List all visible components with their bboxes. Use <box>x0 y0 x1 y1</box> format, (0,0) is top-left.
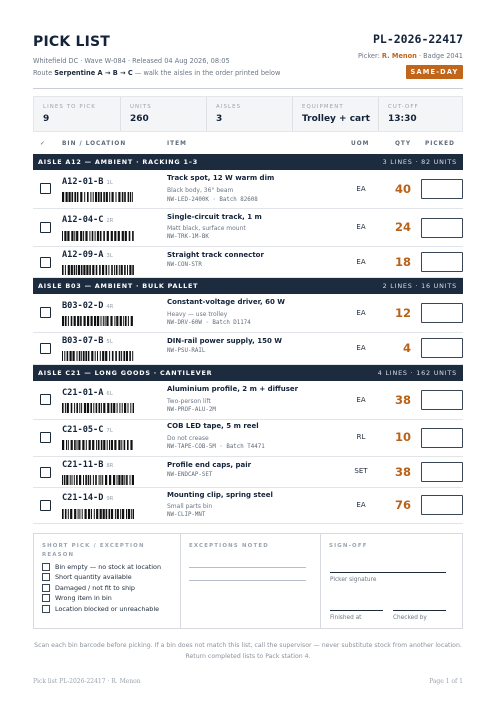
header-divider <box>33 88 463 89</box>
bin-level: 6L <box>106 391 114 397</box>
pick-checkbox[interactable] <box>40 432 51 443</box>
reason-option: Bin empty — no stock at location <box>42 563 172 571</box>
route-path: Serpentine A → B → C <box>54 69 133 77</box>
item-sku: NW-TRK-1M-BK <box>167 234 209 240</box>
bin-barcode <box>62 475 134 485</box>
bin-level: 1L <box>106 180 114 186</box>
item-name: COB LED tape, 5 m reel <box>167 422 259 430</box>
stat-equipment: EQUIPMENT Trolley + cart <box>293 97 379 131</box>
column-item: ITEM <box>167 141 187 147</box>
picked-quantity-box[interactable] <box>421 428 463 448</box>
unit-of-measure: EA <box>356 185 366 193</box>
pick-quantity: 18 <box>394 255 411 269</box>
bin-barcode <box>62 231 134 241</box>
pick-quantity: 10 <box>394 430 411 444</box>
item-name: Profile end caps, pair <box>167 461 252 469</box>
table-row <box>33 457 463 488</box>
item-note: Matt black, surface mount <box>167 225 246 232</box>
bin-level: 9R <box>106 496 114 502</box>
item-sku: NW-PSU-RAIL <box>167 348 206 354</box>
item-note: Black body, 36° beam <box>167 187 234 194</box>
page-number: Page 1 of 1 <box>429 678 463 685</box>
table-row <box>33 488 463 524</box>
stat-units: UNITS 260 <box>121 97 207 131</box>
finished-at-label: Finished at <box>330 615 362 621</box>
pick-checkbox[interactable] <box>40 183 51 194</box>
document-header <box>33 30 463 82</box>
bin-barcode <box>62 509 134 519</box>
column-bin: BIN / LOCATION <box>62 141 127 147</box>
table-row <box>33 420 463 457</box>
bin-location: B03-02-D 4R <box>62 301 114 311</box>
document-number: PL-2026-22417 <box>372 32 463 46</box>
picked-quantity-box[interactable] <box>421 179 463 199</box>
bin-barcode <box>62 316 134 326</box>
finished-at-line[interactable] <box>330 610 383 611</box>
bin-location: C21-05-C 7L <box>62 425 114 435</box>
reason-option: Short quantity available <box>42 573 172 581</box>
priority-badge: SAME-DAY <box>406 65 463 79</box>
item-note: Do not crease <box>167 435 209 442</box>
picked-quantity-box[interactable] <box>421 462 463 482</box>
footer-reference: Pick list PL-2026-22417 · R. Menon <box>33 678 141 685</box>
column-qty: QTY <box>395 141 412 147</box>
table-row <box>33 333 463 365</box>
pick-checkbox[interactable] <box>40 343 51 354</box>
unit-of-measure: RL <box>356 433 366 441</box>
picker-info: Picker: R. Menon · Badge 2041 <box>358 52 463 60</box>
sign-off <box>321 534 462 628</box>
exception-write-line[interactable] <box>189 580 306 581</box>
item-name: Constant-voltage driver, 60 W <box>167 298 286 306</box>
bin-barcode <box>62 192 134 202</box>
item-note: Small parts bin <box>167 503 213 510</box>
picked-quantity-box[interactable] <box>421 218 463 238</box>
exceptions-noted <box>181 534 321 628</box>
item-name: Track spot, 12 W warm dim <box>167 174 275 182</box>
unit-of-measure: EA <box>356 258 366 266</box>
bin-location: A12-09-A 3L <box>62 250 114 260</box>
unit-of-measure: EA <box>356 501 366 509</box>
pick-checkbox[interactable] <box>40 257 51 268</box>
bin-barcode <box>62 265 134 275</box>
item-note: Two-person lift <box>167 398 211 405</box>
table-row <box>33 381 463 420</box>
route-line: Route Serpentine A → B → C — walk the aisles in the order printed below <box>33 69 281 77</box>
exception-reasons <box>34 534 181 628</box>
reason-checkbox[interactable] <box>42 594 50 602</box>
reason-checkbox[interactable] <box>42 584 50 592</box>
bin-level: 8R <box>106 463 114 469</box>
pick-checkbox[interactable] <box>40 222 51 233</box>
section-header-c21: AISLE C21 — LONG GOODS · CANTILEVER 4 LINES · 162 UNITS <box>33 365 463 381</box>
unit-of-measure: EA <box>356 309 366 317</box>
stat-lines: LINES TO PICK 9 <box>34 97 121 131</box>
bin-location: B03-07-B 5L <box>62 336 114 346</box>
item-name: Mounting clip, spring steel <box>167 491 273 499</box>
picked-quantity-box[interactable] <box>421 495 463 515</box>
bin-location: A12-04-C 2R <box>62 215 114 225</box>
bin-location: C21-11-B 8R <box>62 460 114 470</box>
section-header-a12: AISLE A12 — AMBIENT · RACKING 1–3 3 LINES · 82 UNITS <box>33 154 463 170</box>
unit-of-measure: EA <box>356 344 366 352</box>
bin-level: 4R <box>106 304 114 310</box>
stat-aisles: AISLES 3 <box>207 97 293 131</box>
reason-checkbox[interactable] <box>42 573 50 581</box>
item-sku: NW-CON-STR <box>167 262 202 268</box>
item-sku: NW-PROF-ALU-2M <box>167 407 216 413</box>
picked-quantity-box[interactable] <box>421 390 463 410</box>
picked-quantity-box[interactable] <box>421 338 463 358</box>
pick-quantity: 12 <box>394 306 411 320</box>
stat-cutoff: CUT-OFF 13:30 <box>388 104 419 124</box>
table-row <box>33 247 463 278</box>
bin-level: 5L <box>106 339 114 345</box>
column-check: ✓ <box>40 141 46 147</box>
reasons-heading: SHORT PICK / EXCEPTION REASON <box>42 543 145 558</box>
table-row <box>33 209 463 247</box>
item-name: Straight track connector <box>167 251 264 259</box>
bin-barcode <box>62 403 134 413</box>
pick-quantity: 76 <box>394 498 411 512</box>
reason-checkbox[interactable] <box>42 563 50 571</box>
bin-barcode <box>62 351 134 361</box>
item-sku: NW-CLIP-MNT <box>167 512 206 518</box>
exception-write-line[interactable] <box>189 567 306 568</box>
unit-of-measure: SET <box>354 467 368 475</box>
signoff-heading: SIGN-OFF <box>329 543 368 549</box>
pick-checkbox[interactable] <box>40 394 51 405</box>
pick-checkbox[interactable] <box>40 500 51 511</box>
exceptions-heading: EXCEPTIONS NOTED <box>189 543 269 549</box>
picker-name: R. Menon <box>381 52 417 60</box>
pick-checkbox[interactable] <box>40 307 51 318</box>
pick-quantity: 38 <box>394 465 411 479</box>
bin-level: 3L <box>106 253 114 259</box>
item-sku: NW-ENDCAP-SET <box>167 472 213 478</box>
item-name: DIN-rail power supply, 150 W <box>167 337 282 345</box>
table-header <box>33 141 463 151</box>
item-name: Aluminium profile, 2 m + diffuser <box>167 385 299 393</box>
page-footer <box>33 678 463 688</box>
table-row <box>33 294 463 333</box>
unit-of-measure: EA <box>356 223 366 231</box>
checked-by-line[interactable] <box>393 610 446 611</box>
column-picked: PICKED <box>425 141 455 147</box>
page-title: PICK LIST <box>33 34 111 50</box>
exception-signoff-panel <box>33 533 463 629</box>
column-uom: UOM <box>351 141 370 147</box>
picked-quantity-box[interactable] <box>421 252 463 272</box>
checked-by-label: Checked by <box>393 615 427 621</box>
item-sku: NW-LED-2400K · Batch 82608 <box>167 197 258 203</box>
picker-signature-line[interactable] <box>330 572 446 573</box>
bin-location: C21-01-A 6L <box>62 388 114 398</box>
item-sku: NW-TAPE-COB-5M · Batch T4471 <box>167 444 265 450</box>
reason-option: Location blocked or unreachable <box>42 605 172 613</box>
section-header-b03: AISLE B03 — AMBIENT · BULK PALLET 2 LINES · 16 UNITS <box>33 278 463 294</box>
wave-meta: Whitefield DC · Wave W-084 · Released 04 Aug 2026, 08:05 <box>33 57 230 65</box>
table-row <box>33 170 463 209</box>
unit-of-measure: EA <box>356 396 366 404</box>
reason-checkbox[interactable] <box>42 605 50 613</box>
bin-level: 7L <box>106 428 114 434</box>
picker-signature-label: Picker signature <box>330 577 377 583</box>
pick-checkbox[interactable] <box>40 467 51 478</box>
pick-quantity: 38 <box>394 393 411 407</box>
bin-location: A12-01-B 1L <box>62 177 114 187</box>
pick-quantity: 40 <box>394 182 411 196</box>
picking-instructions: Scan each bin barcode before picking. If a bin does not match this list, call the supervisor — never substitute stock from another location. Return completed lists to Pack station 4. <box>34 642 462 660</box>
bin-location: C21-14-D 9R <box>62 493 114 503</box>
item-name: Single-circuit track, 1 m <box>167 213 262 221</box>
item-sku: NW-DRV-60W · Batch D1174 <box>167 320 251 326</box>
reason-option: Damaged / not fit to ship <box>42 584 172 592</box>
bin-barcode <box>62 440 134 450</box>
pick-quantity: 24 <box>394 220 411 234</box>
pick-quantity: 4 <box>402 341 411 355</box>
reason-option: Wrong item in bin <box>42 594 172 602</box>
picked-quantity-box[interactable] <box>421 303 463 323</box>
item-note: Heavy — use trolley <box>167 311 228 318</box>
summary-stats <box>33 96 463 132</box>
bin-level: 2R <box>106 218 114 224</box>
